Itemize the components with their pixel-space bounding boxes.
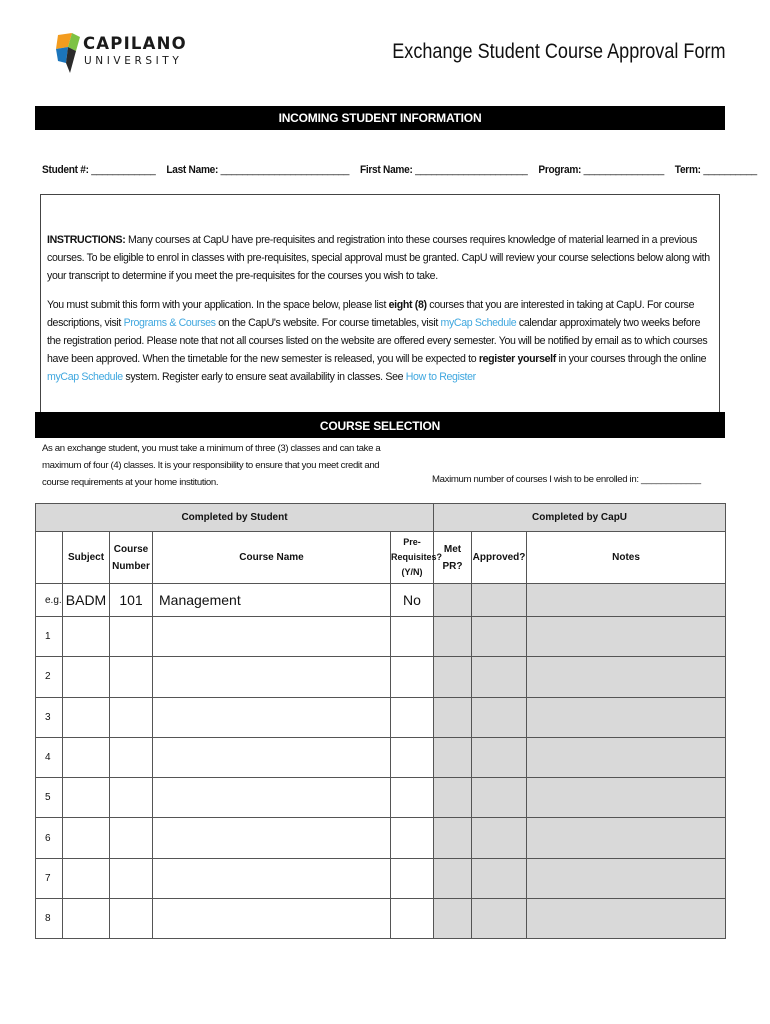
instructions-paragraph-2: You must submit this form with your application. In the space below, please list eight (8) courses that you are interested in taking at CapU. For course descriptions, visit Programs & Courses on the CapU's website. For course timetables, visit myCap Schedule calendar approximately two weeks before the registration period. Please note that not all courses listed on the website are offered every semester. You will be notified by email as to which courses have been approved. When the timetable for the new semester is released, you will be expected to register yourself in your courses through the online myCap Schedule system. Register early to ensure seat availability in classes. See How to Register	[47, 298, 708, 384]
mycap-schedule-link[interactable]: myCap Schedule	[440, 316, 517, 329]
table-row	[36, 858, 726, 898]
met-pr-cell	[434, 858, 472, 898]
instructions-lead: INSTRUCTIONS:	[47, 234, 126, 246]
notes-cell	[527, 858, 726, 898]
subject-cell[interactable]	[63, 617, 110, 657]
example-met-pr	[434, 584, 472, 617]
approved-cell	[472, 818, 527, 858]
course-name-cell[interactable]	[153, 697, 391, 737]
table-row	[36, 899, 726, 939]
course-number-cell[interactable]	[110, 818, 153, 858]
instructions-paragraph-1: INSTRUCTIONS: Many courses at CapU have pre-requisites and registration into these courses requires knowledge of material learned in a previous courses. To be eligible to enrol in classes with pre-requisites, special approval must be granted. CapU will review your course selections below along with your transcript to determine if you meet the pre-requisites for the courses you wish to take.	[47, 234, 710, 283]
table-row	[36, 697, 726, 737]
notes-cell	[527, 818, 726, 858]
row-number: 3	[36, 697, 63, 737]
course-name-cell[interactable]	[153, 617, 391, 657]
met-pr-cell	[434, 818, 472, 858]
met-pr-cell	[434, 778, 472, 818]
header-prerequisites: Pre- Requisites? (Y/N)	[391, 532, 434, 584]
last-name-field[interactable]: Last Name: ________________________	[166, 164, 350, 176]
prereq-cell[interactable]	[391, 617, 434, 657]
notes-cell	[527, 657, 726, 697]
logo-wordmark-line1: CAPILANO	[83, 34, 187, 53]
course-selection-intro: As an exchange student, you must take a minimum of three (3) classes and can take a maximum of four (4) classes. It is your responsibility to ensure that you meet credit and course requirements at your home institution.	[42, 443, 381, 488]
first-name-field[interactable]: First Name: _____________________	[359, 164, 528, 176]
program-field[interactable]: Program: _______________	[538, 164, 664, 176]
course-table	[35, 503, 726, 939]
group-header-student: Completed by Student	[36, 504, 434, 532]
header-row-label	[36, 532, 63, 584]
example-notes	[527, 584, 726, 617]
subject-cell[interactable]	[63, 697, 110, 737]
example-subject: BADM	[63, 584, 110, 617]
subject-cell[interactable]	[63, 858, 110, 898]
subject-cell[interactable]	[63, 737, 110, 777]
row-number: 6	[36, 818, 63, 858]
table-row	[36, 778, 726, 818]
course-name-cell[interactable]	[153, 778, 391, 818]
table-row	[36, 657, 726, 697]
notes-cell	[527, 778, 726, 818]
header-subject: Subject	[63, 532, 110, 584]
row-number: 7	[36, 858, 63, 898]
example-prereq: No	[391, 584, 434, 617]
course-number-cell[interactable]	[110, 858, 153, 898]
course-name-cell[interactable]	[153, 899, 391, 939]
capilano-logo	[56, 33, 187, 77]
header-course-name: Course Name	[153, 532, 391, 584]
prereq-cell[interactable]	[391, 697, 434, 737]
example-row	[36, 584, 726, 617]
met-pr-cell	[434, 737, 472, 777]
approved-cell	[472, 858, 527, 898]
subject-cell[interactable]	[63, 818, 110, 858]
approved-cell	[472, 697, 527, 737]
prereq-cell[interactable]	[391, 778, 434, 818]
subject-cell[interactable]	[63, 899, 110, 939]
group-header-capu: Completed by CapU	[434, 504, 726, 532]
table-row	[36, 617, 726, 657]
approved-cell	[472, 657, 527, 697]
row-number: 8	[36, 899, 63, 939]
subject-cell[interactable]	[63, 778, 110, 818]
met-pr-cell	[434, 697, 472, 737]
notes-cell	[527, 899, 726, 939]
capilano-mark-icon	[56, 33, 80, 75]
approved-cell	[472, 617, 527, 657]
term-field[interactable]: Term: __________	[674, 164, 757, 176]
approved-cell	[472, 737, 527, 777]
header-met-pr: Met PR?	[434, 532, 472, 584]
course-number-cell[interactable]	[110, 617, 153, 657]
met-pr-cell	[434, 657, 472, 697]
max-courses-field[interactable]: Maximum number of courses I wish to be enrolled in: ____________	[432, 474, 701, 485]
prereq-cell[interactable]	[391, 657, 434, 697]
example-course-name: Management	[153, 584, 391, 617]
form-title: Exchange Student Course Approval Form	[392, 40, 726, 63]
notes-cell	[527, 617, 726, 657]
course-number-cell[interactable]	[110, 657, 153, 697]
course-number-cell[interactable]	[110, 737, 153, 777]
prereq-cell[interactable]	[391, 818, 434, 858]
row-number: 1	[36, 617, 63, 657]
section-header-incoming: INCOMING STUDENT INFORMATION	[35, 106, 725, 130]
course-name-cell[interactable]	[153, 818, 391, 858]
example-course-number: 101	[110, 584, 153, 617]
header-course-number: Course Number	[110, 532, 153, 584]
table-row	[36, 818, 726, 858]
student-number-field[interactable]: Student #: ____________	[42, 164, 156, 176]
table-row	[36, 737, 726, 777]
course-number-cell[interactable]	[110, 899, 153, 939]
met-pr-cell	[434, 899, 472, 939]
course-name-cell[interactable]	[153, 657, 391, 697]
approved-cell	[472, 778, 527, 818]
section-header-course-selection: COURSE SELECTION	[35, 412, 725, 438]
row-number: 4	[36, 737, 63, 777]
course-number-cell[interactable]	[110, 697, 153, 737]
row-number: 5	[36, 778, 63, 818]
example-approved	[472, 584, 527, 617]
prereq-cell[interactable]	[391, 899, 434, 939]
student-info-line	[42, 164, 765, 176]
example-label: e.g.	[36, 584, 63, 617]
course-name-cell[interactable]	[153, 737, 391, 777]
notes-cell	[527, 697, 726, 737]
programs-courses-link[interactable]: Programs & Courses	[123, 316, 216, 329]
course-number-cell[interactable]	[110, 778, 153, 818]
instructions-box	[40, 194, 720, 412]
course-name-cell[interactable]	[153, 858, 391, 898]
prereq-cell[interactable]	[391, 737, 434, 777]
notes-cell	[527, 737, 726, 777]
approved-cell	[472, 899, 527, 939]
header-notes: Notes	[527, 532, 726, 584]
met-pr-cell	[434, 617, 472, 657]
row-number: 2	[36, 657, 63, 697]
logo-wordmark-line2: UNIVERSITY	[84, 55, 183, 67]
how-to-register-link[interactable]: How to Register	[405, 371, 476, 384]
prereq-cell[interactable]	[391, 858, 434, 898]
header-approved: Approved?	[472, 532, 527, 584]
subject-cell[interactable]	[63, 657, 110, 697]
mycap-schedule-system-link[interactable]: myCap Schedule	[47, 371, 123, 384]
